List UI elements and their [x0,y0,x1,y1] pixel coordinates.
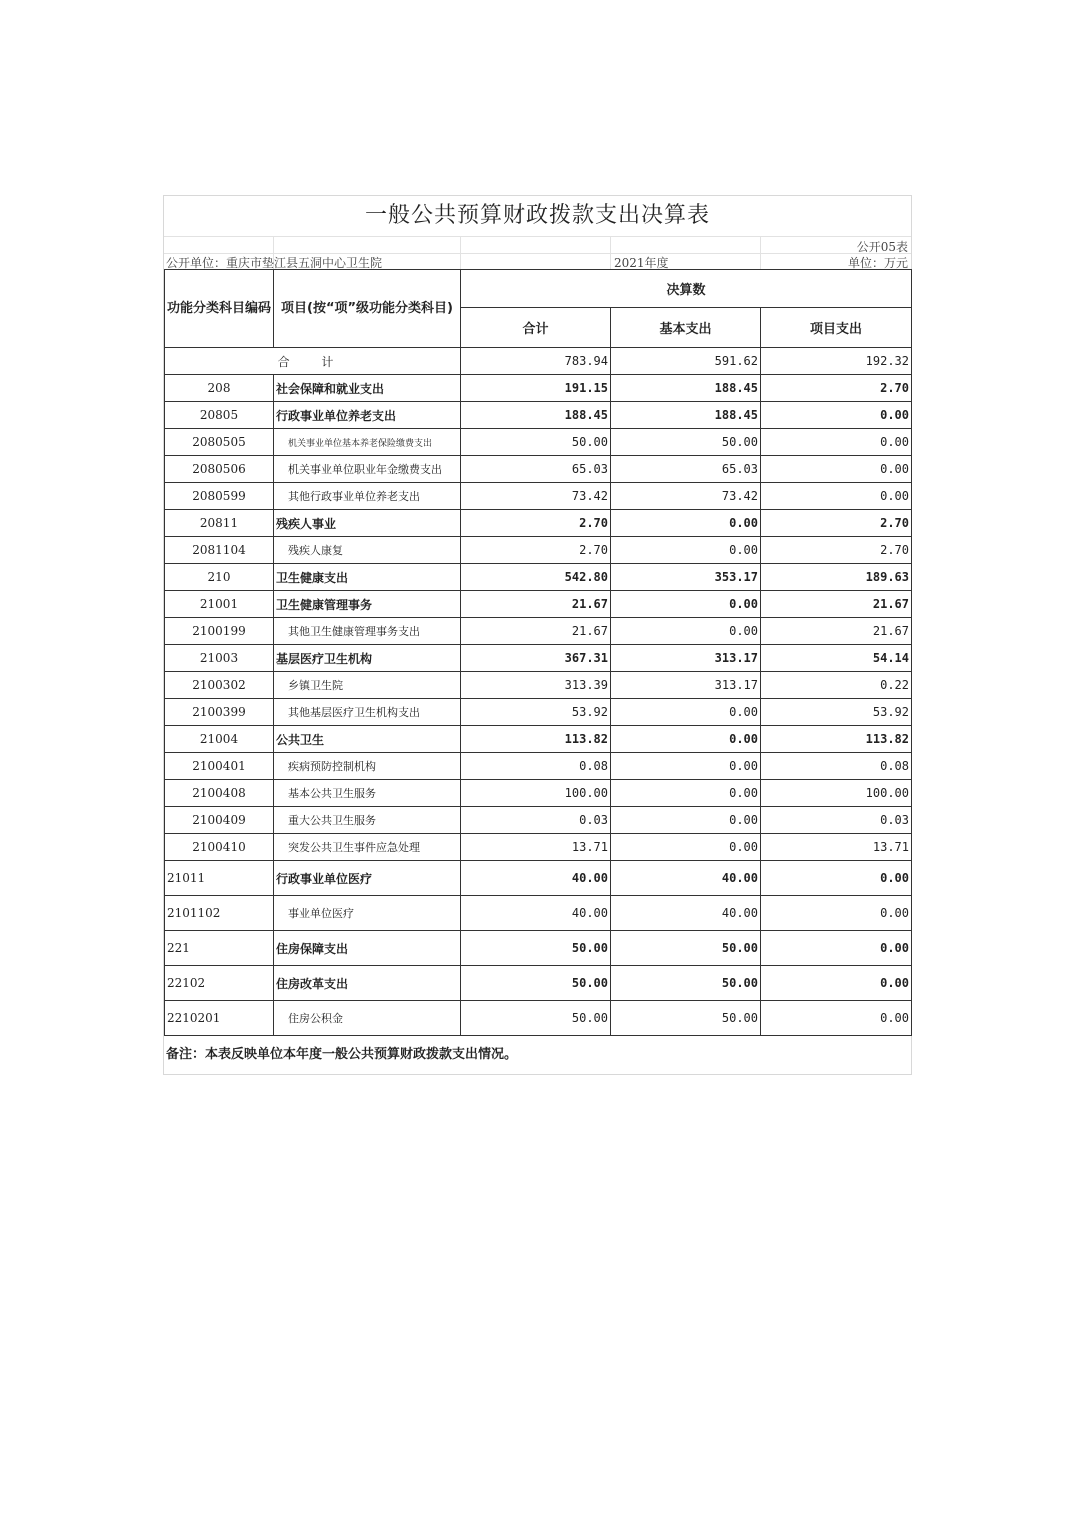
table-row [165,510,912,537]
row-name: 事业单位医疗 [274,896,461,931]
row-total: 50.00 [461,429,611,456]
row-name: 重大公共卫生服务 [274,807,461,834]
table-row [165,699,912,726]
row-basic: 73.42 [611,483,761,510]
row-basic: 188.45 [611,402,761,429]
row-basic: 353.17 [611,564,761,591]
row-project: 0.22 [761,672,912,699]
row-total: 191.15 [461,375,611,402]
row-name: 突发公共卫生事件应急处理 [274,834,461,861]
total-sum: 783.94 [461,348,611,375]
table-row [165,966,912,1001]
row-total: 113.82 [461,726,611,753]
row-code: 20811 [165,510,274,537]
row-total: 0.08 [461,753,611,780]
row-project: 21.67 [761,591,912,618]
row-code: 2100401 [165,753,274,780]
row-project: 21.67 [761,618,912,645]
row-total: 313.39 [461,672,611,699]
row-project: 0.00 [761,456,912,483]
row-basic: 40.00 [611,896,761,931]
row-code: 2080599 [165,483,274,510]
row-code: 210 [165,564,274,591]
row-code: 21003 [165,645,274,672]
row-code: 2080506 [165,456,274,483]
row-name: 机关事业单位职业年金缴费支出 [274,456,461,483]
header-item: 项目(按“项”级功能分类科目) [274,270,461,348]
row-name: 住房改革支出 [274,966,461,1001]
row-project: 0.00 [761,402,912,429]
row-basic: 188.45 [611,375,761,402]
row-total: 2.70 [461,537,611,564]
table-row [165,896,912,931]
row-name: 住房公积金 [274,1001,461,1036]
row-basic: 313.17 [611,645,761,672]
row-total: 0.03 [461,807,611,834]
row-basic: 65.03 [611,456,761,483]
row-project: 0.00 [761,896,912,931]
row-project: 2.70 [761,375,912,402]
row-project: 0.00 [761,861,912,896]
row-total: 367.31 [461,645,611,672]
row-code: 2210201 [165,1001,274,1036]
header-project: 项目支出 [761,308,912,348]
row-name: 住房保障支出 [274,931,461,966]
row-code: 22102 [165,966,274,1001]
row-total: 40.00 [461,861,611,896]
row-total: 13.71 [461,834,611,861]
fiscal-year: 2021年度 [614,256,669,270]
row-project: 54.14 [761,645,912,672]
table-row [165,672,912,699]
row-name: 机关事业单位基本养老保险缴费支出 [274,429,461,456]
row-project: 0.03 [761,807,912,834]
row-total: 50.00 [461,1001,611,1036]
row-name: 基层医疗卫生机构 [274,645,461,672]
expenditure-table [164,269,912,1036]
row-code: 21001 [165,591,274,618]
table-row [165,537,912,564]
row-name: 乡镇卫生院 [274,672,461,699]
row-total: 50.00 [461,931,611,966]
footnote: 备注：本表反映单位本年度一般公共预算财政拨款支出情况。 [166,1047,518,1062]
row-project: 53.92 [761,699,912,726]
row-project: 0.00 [761,931,912,966]
row-name: 其他卫生健康管理事务支出 [274,618,461,645]
row-name: 行政事业单位养老支出 [274,402,461,429]
row-project: 0.00 [761,966,912,1001]
table-row [165,807,912,834]
row-code: 2081104 [165,537,274,564]
row-name: 卫生健康支出 [274,564,461,591]
row-name: 疾病预防控制机构 [274,753,461,780]
total-basic: 591.62 [611,348,761,375]
meta-bar [164,237,911,269]
row-basic: 0.00 [611,510,761,537]
row-code: 2100410 [165,834,274,861]
row-total: 53.92 [461,699,611,726]
table-row [165,834,912,861]
table-row [165,726,912,753]
row-code: 2100409 [165,807,274,834]
row-total: 100.00 [461,780,611,807]
row-name: 残疾人康复 [274,537,461,564]
row-basic: 50.00 [611,429,761,456]
row-total: 188.45 [461,402,611,429]
row-basic: 50.00 [611,966,761,1001]
table-row [165,780,912,807]
total-project: 192.32 [761,348,912,375]
row-code: 2080505 [165,429,274,456]
row-basic: 50.00 [611,1001,761,1036]
row-basic: 0.00 [611,591,761,618]
row-name: 其他基层医疗卫生机构支出 [274,699,461,726]
header-code: 功能分类科目编码 [165,270,274,348]
row-project: 100.00 [761,780,912,807]
table-row [165,591,912,618]
row-project: 13.71 [761,834,912,861]
unit-name: 公开单位：重庆市垫江县五洞中心卫生院 [166,256,383,270]
row-basic: 0.00 [611,807,761,834]
row-basic: 50.00 [611,931,761,966]
row-name: 公共卫生 [274,726,461,753]
row-name: 行政事业单位医疗 [274,861,461,896]
table-row [165,618,912,645]
header-total: 合计 [461,308,611,348]
row-code: 2100302 [165,672,274,699]
budget-sheet [163,195,912,1075]
table-row [165,861,912,896]
total-row [165,348,912,375]
row-basic: 0.00 [611,780,761,807]
table-row [165,402,912,429]
table-row [165,456,912,483]
row-project: 0.00 [761,483,912,510]
row-name: 社会保障和就业支出 [274,375,461,402]
form-number: 公开05表 [856,240,908,254]
row-project: 113.82 [761,726,912,753]
row-total: 65.03 [461,456,611,483]
row-total: 2.70 [461,510,611,537]
row-code: 2100399 [165,699,274,726]
row-name: 其他行政事业单位养老支出 [274,483,461,510]
total-label: 合 计 [165,348,461,375]
row-code: 21011 [165,861,274,896]
table-row [165,564,912,591]
row-code: 21004 [165,726,274,753]
table-row [165,375,912,402]
row-code: 208 [165,375,274,402]
row-project: 189.63 [761,564,912,591]
row-basic: 0.00 [611,753,761,780]
row-total: 21.67 [461,591,611,618]
row-code: 221 [165,931,274,966]
row-project: 0.00 [761,429,912,456]
row-code: 2100199 [165,618,274,645]
table-row [165,483,912,510]
currency-unit: 单位：万元 [847,256,908,270]
table-row [165,429,912,456]
header-basic: 基本支出 [611,308,761,348]
row-code: 2101102 [165,896,274,931]
row-basic: 0.00 [611,699,761,726]
table-row [165,931,912,966]
page-title: 一般公共预算财政拨款支出决算表 [164,196,911,237]
row-code: 2100408 [165,780,274,807]
table-row [165,645,912,672]
row-basic: 0.00 [611,834,761,861]
row-basic: 0.00 [611,618,761,645]
row-basic: 40.00 [611,861,761,896]
row-total: 73.42 [461,483,611,510]
row-name: 卫生健康管理事务 [274,591,461,618]
row-project: 0.08 [761,753,912,780]
table-row [165,753,912,780]
row-basic: 0.00 [611,537,761,564]
row-total: 21.67 [461,618,611,645]
header-group: 决算数 [461,270,912,308]
row-code: 20805 [165,402,274,429]
header-row-1 [165,270,912,308]
row-name: 残疾人事业 [274,510,461,537]
row-project: 0.00 [761,1001,912,1036]
row-total: 542.80 [461,564,611,591]
table-row [165,1001,912,1036]
row-project: 2.70 [761,537,912,564]
row-total: 50.00 [461,966,611,1001]
row-name: 基本公共卫生服务 [274,780,461,807]
row-project: 2.70 [761,510,912,537]
row-basic: 313.17 [611,672,761,699]
row-basic: 0.00 [611,726,761,753]
row-total: 40.00 [461,896,611,931]
